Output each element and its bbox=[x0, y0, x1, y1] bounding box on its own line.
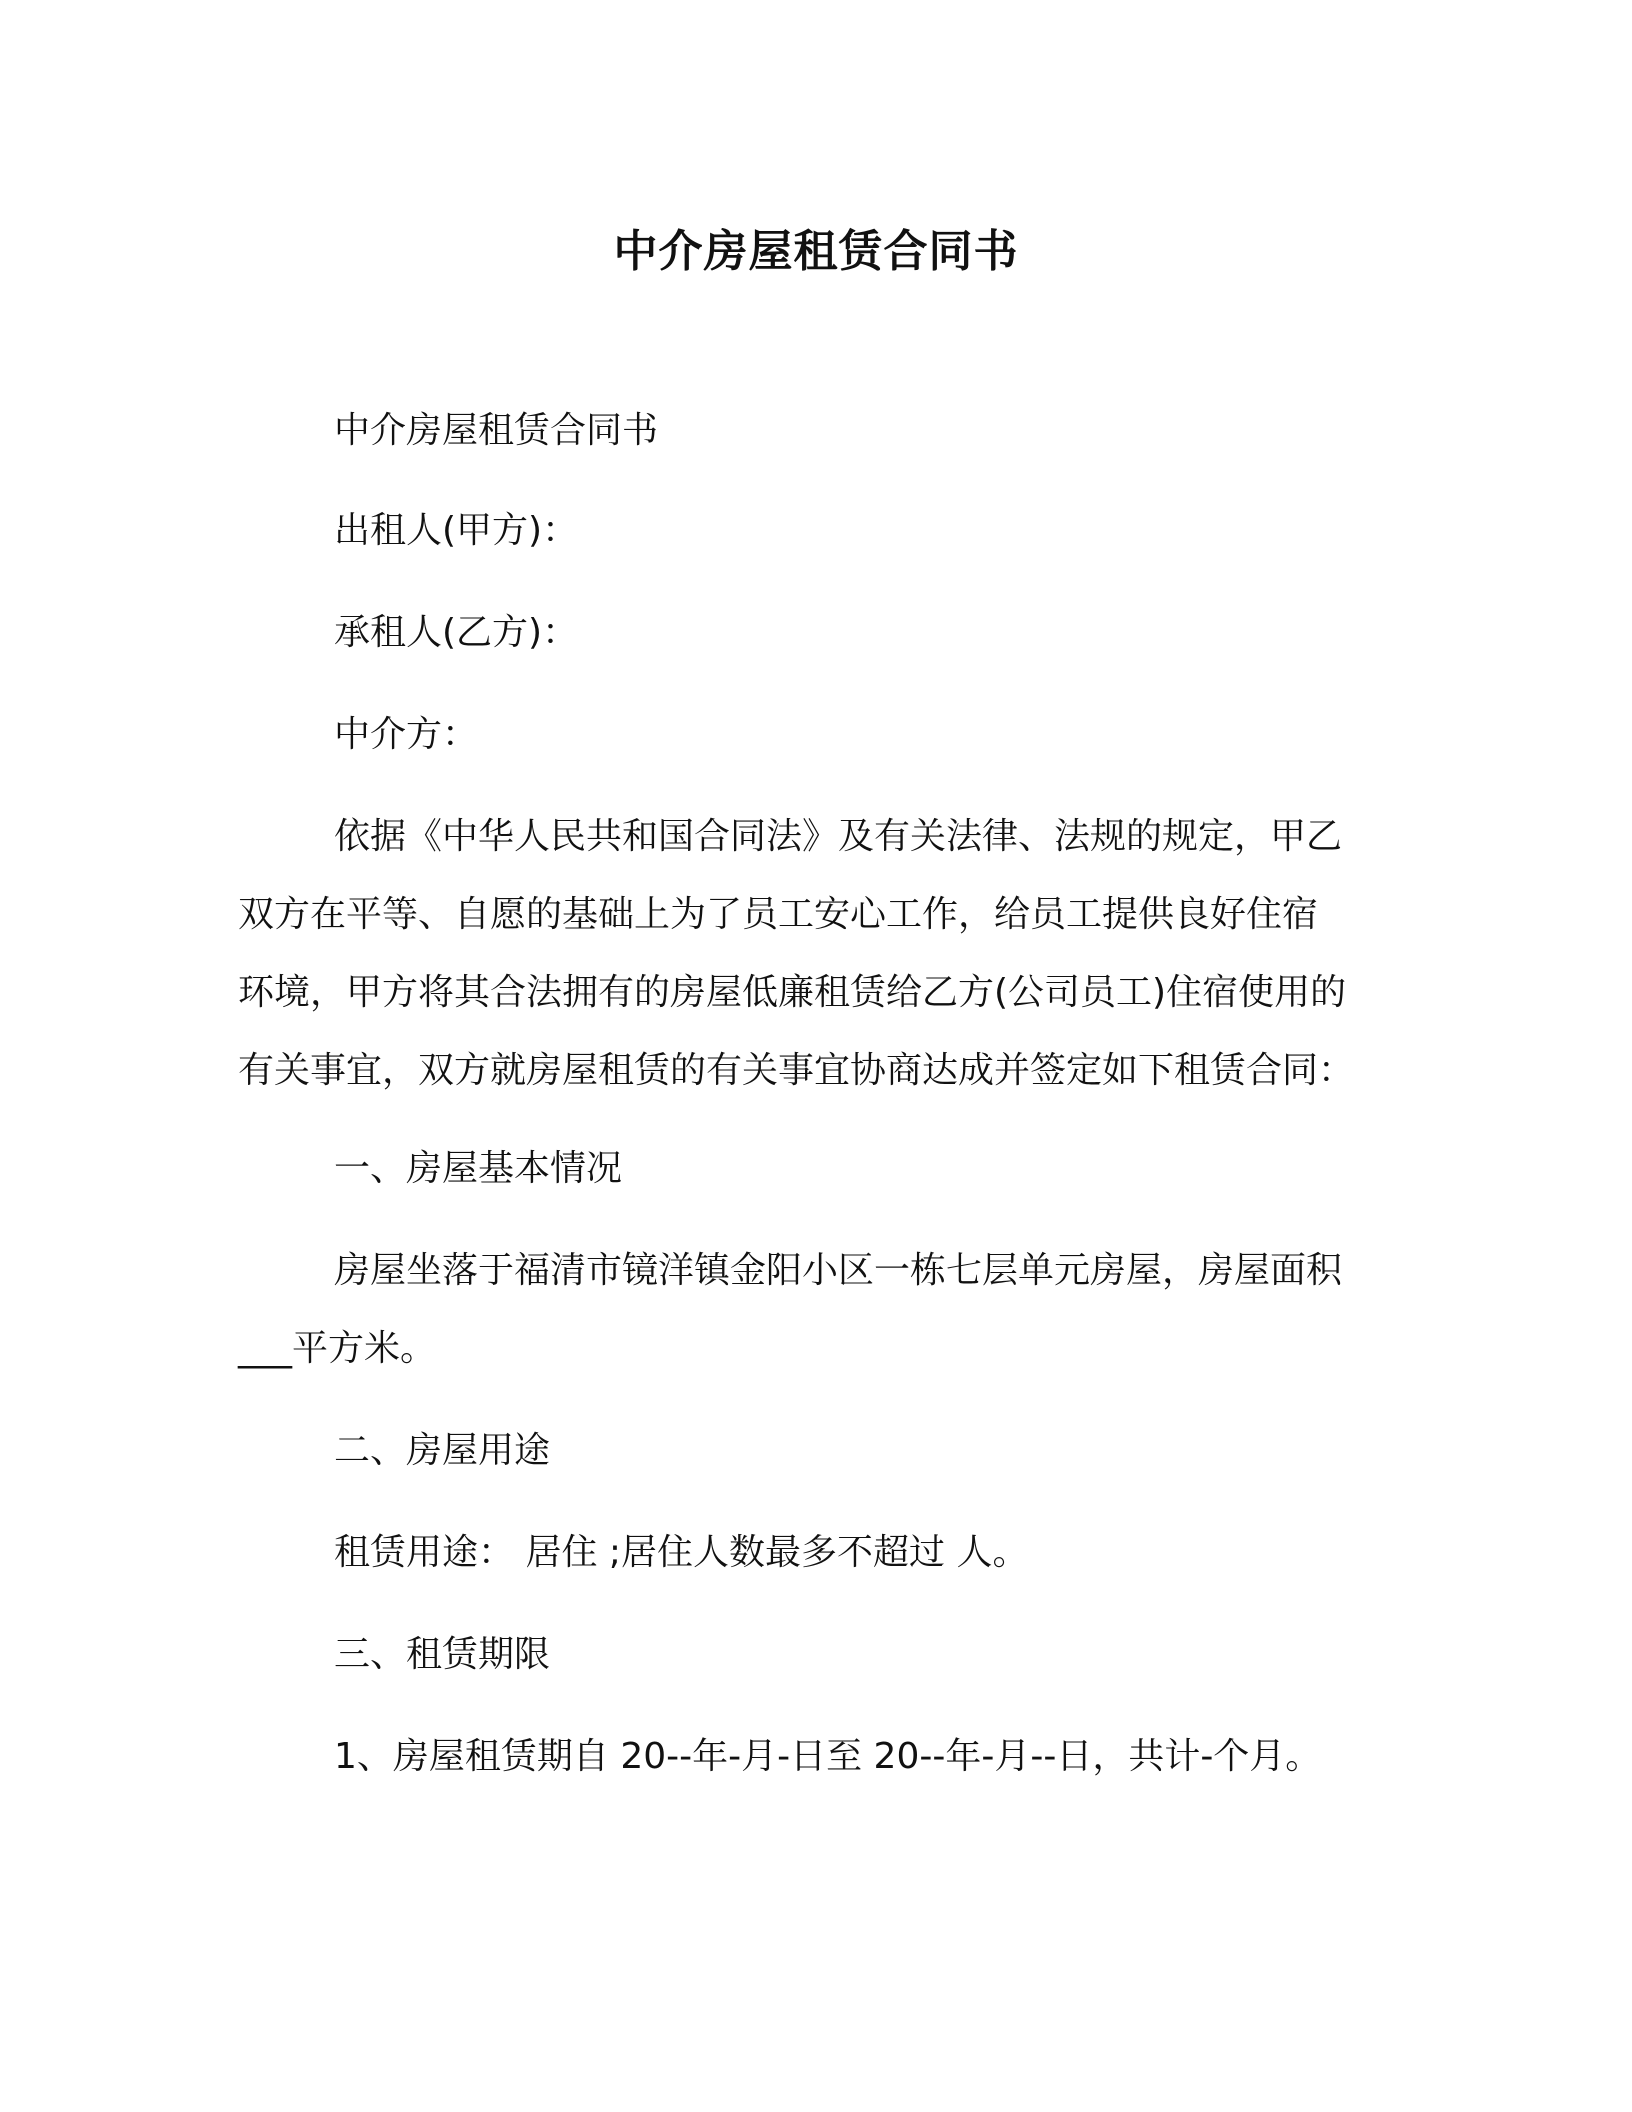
document-title: 中介房屋租赁合同书 bbox=[613, 226, 1019, 277]
preamble-line: 有关事宜，双方就房屋租赁的有关事宜协商达成并签定如下租赁合同： bbox=[238, 1050, 1355, 1091]
section-3-item-1: 1、房屋租赁期自 20--年-月-日至 20--年-月--日，共计-个月。 bbox=[334, 1736, 1322, 1777]
preamble-paragraph bbox=[238, 798, 1388, 1110]
section-3-heading: 三、租赁期限 bbox=[334, 1634, 551, 1675]
heading-repeat: 中介房屋租赁合同书 bbox=[334, 410, 659, 451]
section-2-heading: 二、房屋用途 bbox=[334, 1430, 551, 1471]
lessor-field: 出租人(甲方)： bbox=[334, 510, 579, 551]
lessee-field: 承租人(乙方)： bbox=[334, 612, 579, 653]
agent-field: 中介方： bbox=[334, 714, 479, 755]
preamble-line: 双方在平等、自愿的基础上为了员工安心工作，给员工提供良好住宿 bbox=[238, 894, 1319, 935]
section-1-heading: 一、房屋基本情况 bbox=[334, 1148, 623, 1189]
section-1-line: ___平方米。 bbox=[238, 1328, 437, 1369]
section-1-line: 房屋坐落于福清市镜洋镇金阳小区一栋七层单元房屋，房屋面积 bbox=[334, 1250, 1343, 1291]
section-1-paragraph bbox=[238, 1232, 1388, 1388]
preamble-line: 依据《中华人民共和国合同法》及有关法律、法规的规定，甲乙 bbox=[334, 816, 1343, 857]
preamble-line: 环境，甲方将其合法拥有的房屋低廉租赁给乙方(公司员工)住宿使用的 bbox=[238, 972, 1347, 1013]
section-2-text: 租赁用途： 居住 ;居住人数最多不超过 人。 bbox=[334, 1532, 1029, 1573]
